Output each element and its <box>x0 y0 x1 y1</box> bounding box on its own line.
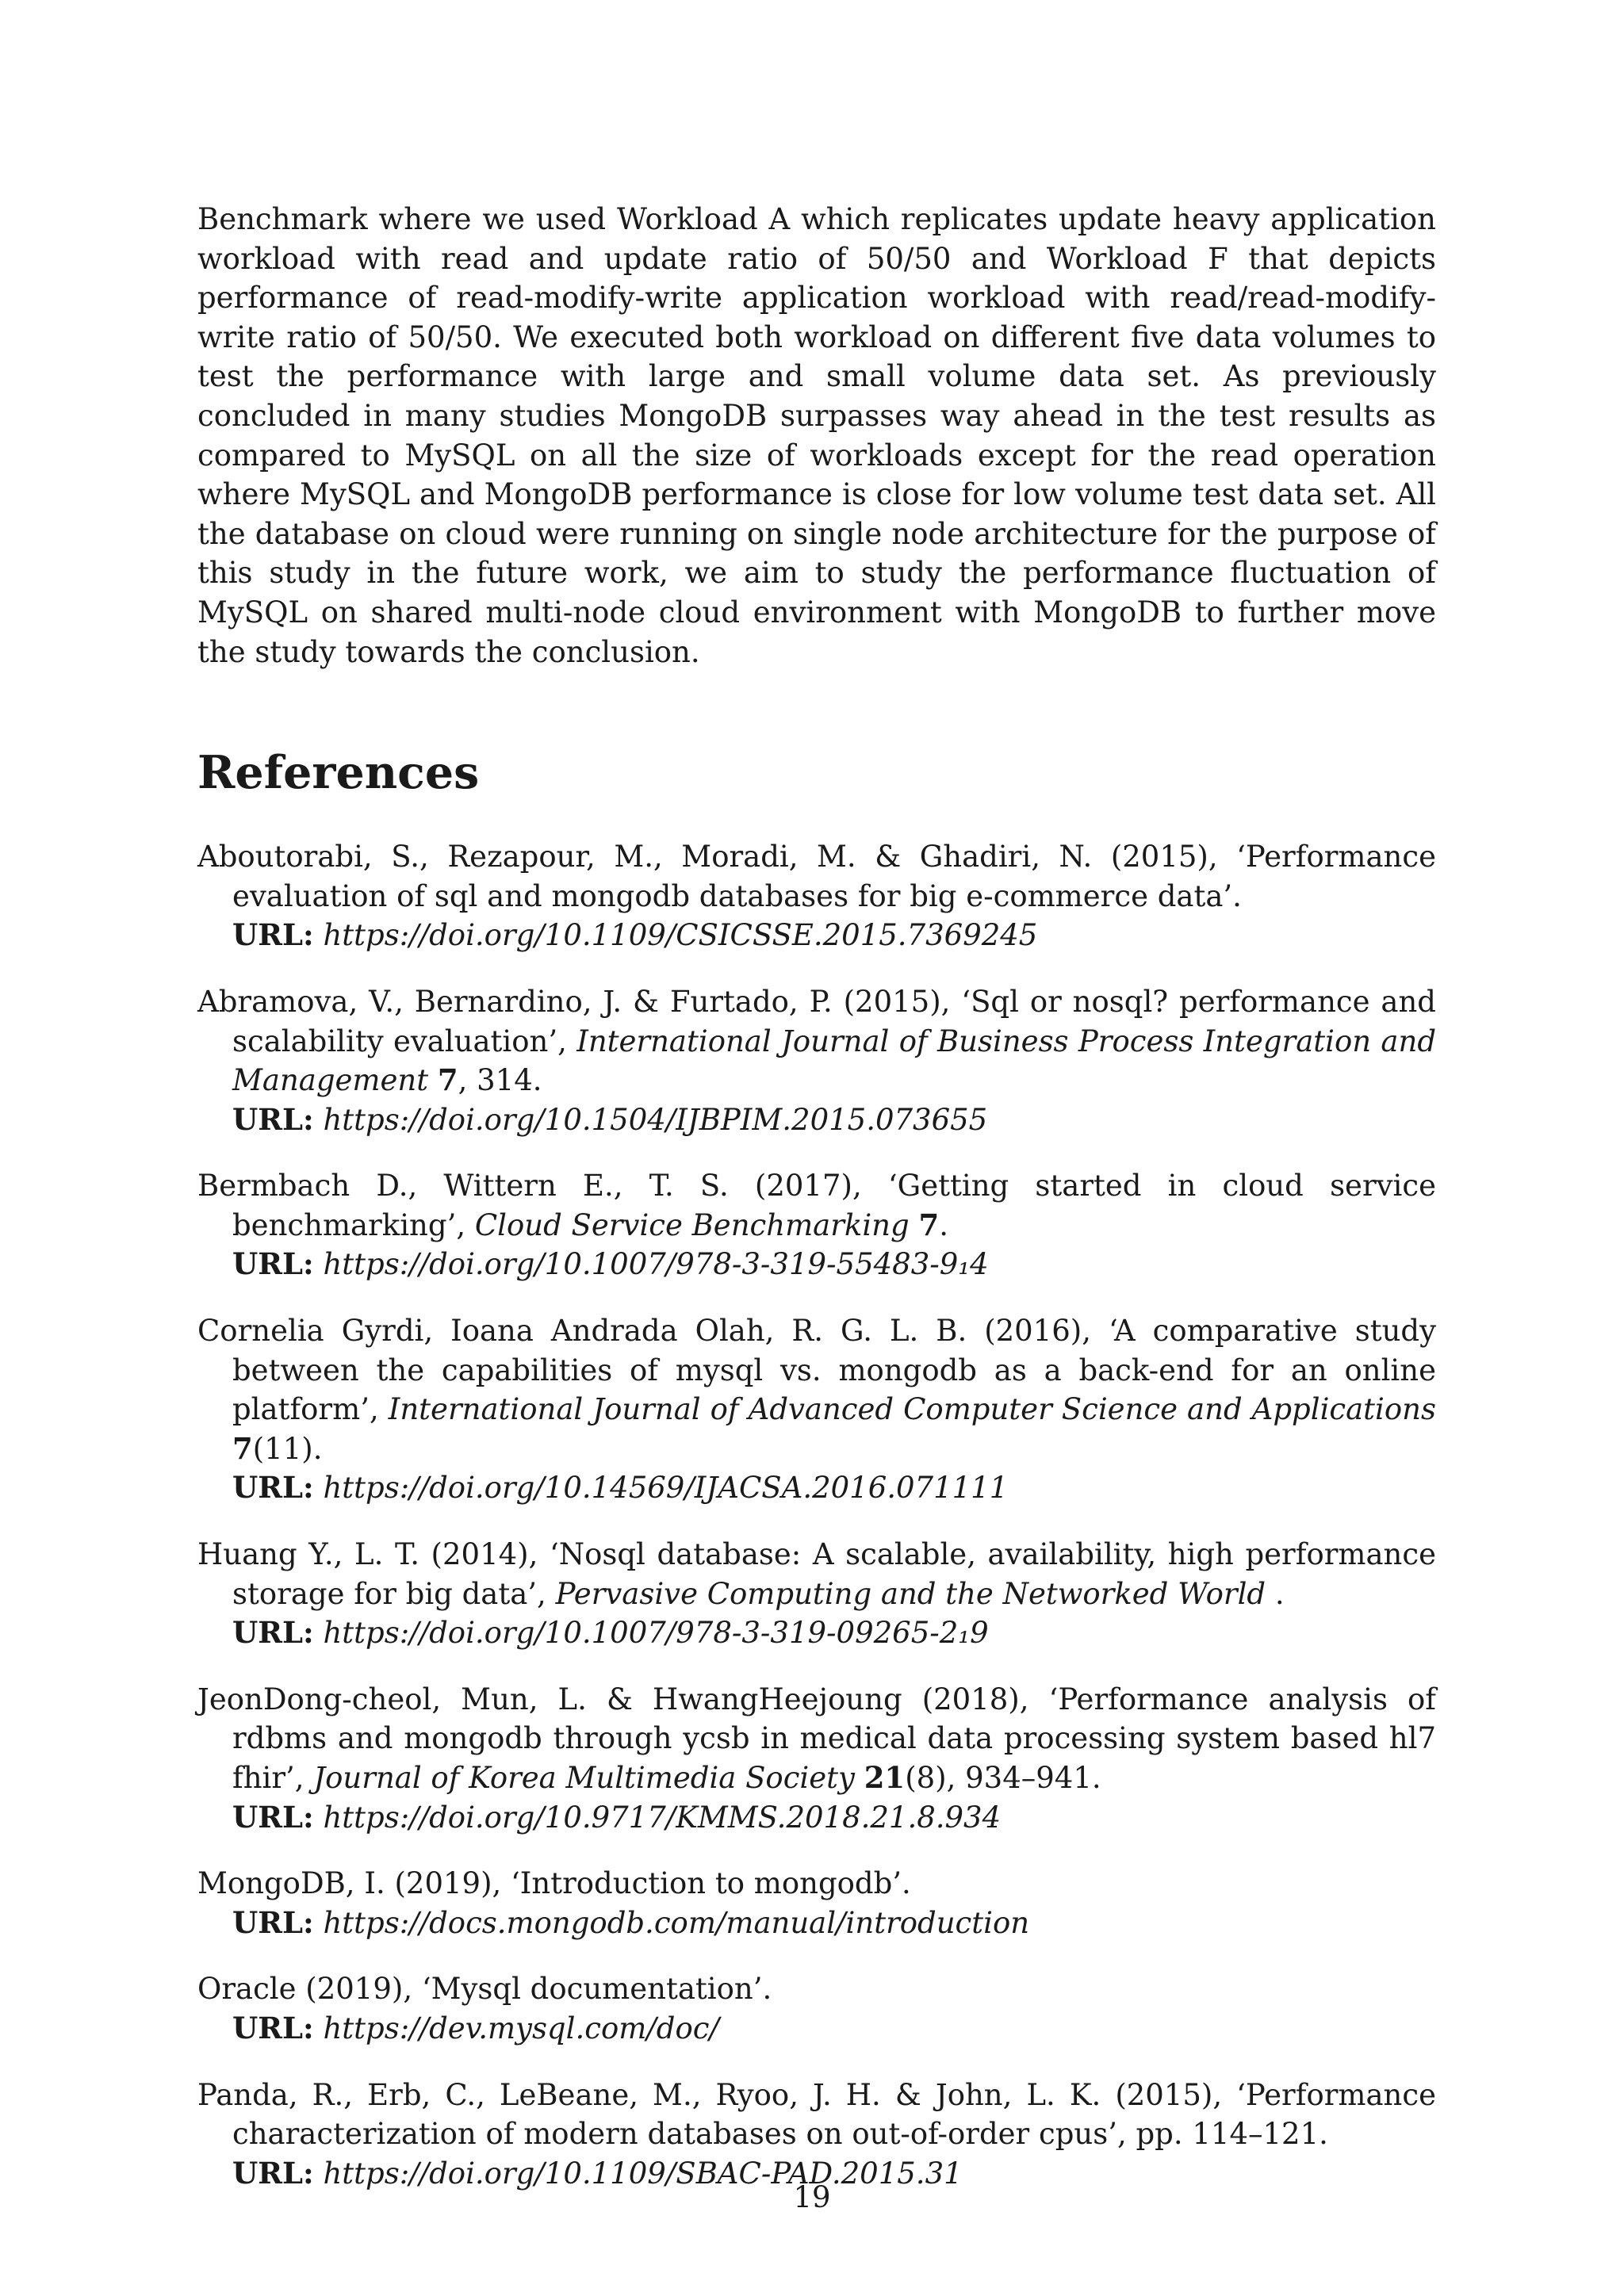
reference-url-line <box>232 2009 1436 2049</box>
reference-venue: Cloud Service Benchmarking <box>474 1207 910 1242</box>
reference-url-link[interactable]: https://doi.org/10.1109/CSICSSE.2015.7369245 <box>323 918 1038 953</box>
reference-tail: . <box>939 1207 948 1242</box>
reference-item <box>197 1864 1436 1942</box>
reference-url-line <box>232 1613 1436 1653</box>
reference-tail: (11). <box>252 1431 323 1466</box>
reference-text: Cornelia Gyrdi, Ioana Andrada Olah, R. G. L. B. (2016), ‘A comparative study between the capabilities of mysql vs. mongodb as a back-end for an online platform’, <box>197 1314 1436 1427</box>
reference-tail: . <box>1266 1576 1285 1611</box>
reference-text: JeonDong-cheol, Mun, L. & HwangHeejoung (2018), ‘Performance analysis of rdbms and mongodb through ycsb in medical data processing system based hl7 fhir’, <box>197 1682 1436 1795</box>
reference-venue: Journal of Korea Multimedia Society <box>313 1761 855 1795</box>
reference-text: Panda, R., Erb, C., LeBeane, M., Ryoo, J. H. & John, L. K. (2015), ‘Performance characterization of modern databases on out-of-order cpus’, pp. 114–121. <box>197 2077 1436 2152</box>
body-paragraph: Benchmark where we used Workload A which replicates update heavy application workload with read and update ratio of 50/50 and Workload F that depicts performance of read-modify-write application workload with read/read-modify-write ratio of 50/50. We executed both workload on different five data volumes to test the performance with large and small volume data set. As previously concluded in many studies MongoDB surpasses way ahead in the test results as compared to MySQL on all the size of workloads except for the read operation where MySQL and MongoDB performance is close for low volume test data set. All the database on cloud were running on single node architecture for the purpose of this study in the future work, we aim to study the performance fluctuation of MySQL on shared multi-node cloud environment with MongoDB to further move the study towards the conclusion. <box>197 202 1436 669</box>
reference-venue: International Journal of Business Process Integration and Management <box>232 1024 1437 1098</box>
reference-url-link[interactable]: https://docs.mongodb.com/manual/introduction <box>323 1905 1030 1940</box>
reference-url-link[interactable]: https://doi.org/10.9717/KMMS.2018.21.8.934 <box>323 1800 1002 1835</box>
reference-url-link[interactable]: https://doi.org/10.14569/IJACSA.2016.071111 <box>323 1471 1009 1506</box>
reference-url-link[interactable]: https://doi.org/10.1007/978-3-319-09265-2₁9 <box>323 1616 989 1651</box>
reference-item <box>197 2076 1436 2194</box>
reference-volume: 7 <box>232 1430 253 1466</box>
reference-venue: International Journal of Advanced Computer Science and Applications <box>388 1392 1436 1427</box>
reference-item <box>197 982 1436 1139</box>
reference-volume: 21 <box>864 1760 906 1795</box>
reference-url-line <box>232 1904 1436 1943</box>
url-label: URL: <box>232 1615 314 1651</box>
url-label: URL: <box>232 1101 314 1137</box>
reference-tail: , 314. <box>458 1063 542 1098</box>
reference-volume: 7 <box>918 1207 940 1242</box>
reference-tail: (8), 934–941. <box>905 1761 1101 1795</box>
url-label: URL: <box>232 917 314 953</box>
reference-volume: 7 <box>437 1062 458 1098</box>
reference-item <box>197 1680 1436 1837</box>
url-label: URL: <box>232 1904 314 1940</box>
reference-text: Aboutorabi, S., Rezapour, M., Moradi, M. & Ghadiri, N. (2015), ‘Performance evaluation of sql and mongodb databases for big e-commerce data’. <box>197 840 1436 913</box>
reference-url-line <box>232 1468 1436 1508</box>
reference-url-link[interactable]: https://doi.org/10.1109/SBAC-PAD.2015.31 <box>323 2156 963 2191</box>
url-label: URL: <box>232 1246 314 1282</box>
page-number: 19 <box>793 2180 831 2214</box>
reference-item <box>197 1535 1436 1653</box>
url-label: URL: <box>232 1799 314 1835</box>
reference-item <box>197 1969 1436 2048</box>
reference-item <box>197 1166 1436 1284</box>
reference-item <box>197 1311 1436 1508</box>
reference-url-link[interactable]: https://dev.mysql.com/doc/ <box>323 2011 719 2045</box>
url-label: URL: <box>232 2010 314 2045</box>
references-list <box>197 837 1436 2193</box>
reference-url-line <box>232 916 1436 955</box>
references-heading: References <box>197 746 480 800</box>
reference-text: Huang Y., L. T. (2014), ‘Nosql database: A scalable, availability, high performance storage for big data’, <box>197 1537 1436 1611</box>
page-content <box>197 200 1436 2220</box>
reference-url-line <box>232 1100 1436 1140</box>
reference-text: MongoDB, I. (2019), ‘Introduction to mongodb’. <box>197 1866 911 1901</box>
url-label: URL: <box>232 2155 314 2191</box>
reference-text: Bermbach D., Wittern E., T. S. (2017), ‘Getting started in cloud service benchmarking’, <box>197 1169 1436 1242</box>
reference-url-line <box>232 1798 1436 1838</box>
url-label: URL: <box>232 1470 314 1506</box>
reference-item <box>197 837 1436 955</box>
reference-url-line <box>232 1245 1436 1284</box>
reference-text: Abramova, V., Bernardino, J. & Furtado, P. (2015), ‘Sql or nosql? performance and scalability evaluation’, <box>197 984 1436 1058</box>
reference-url-link[interactable]: https://doi.org/10.1007/978-3-319-55483-9₁4 <box>323 1247 989 1282</box>
reference-venue: Pervasive Computing and the Networked World <box>555 1576 1266 1611</box>
reference-text: Oracle (2019), ‘Mysql documentation’. <box>197 1972 772 2007</box>
reference-url-link[interactable]: https://doi.org/10.1504/IJBPIM.2015.073655 <box>323 1102 988 1137</box>
